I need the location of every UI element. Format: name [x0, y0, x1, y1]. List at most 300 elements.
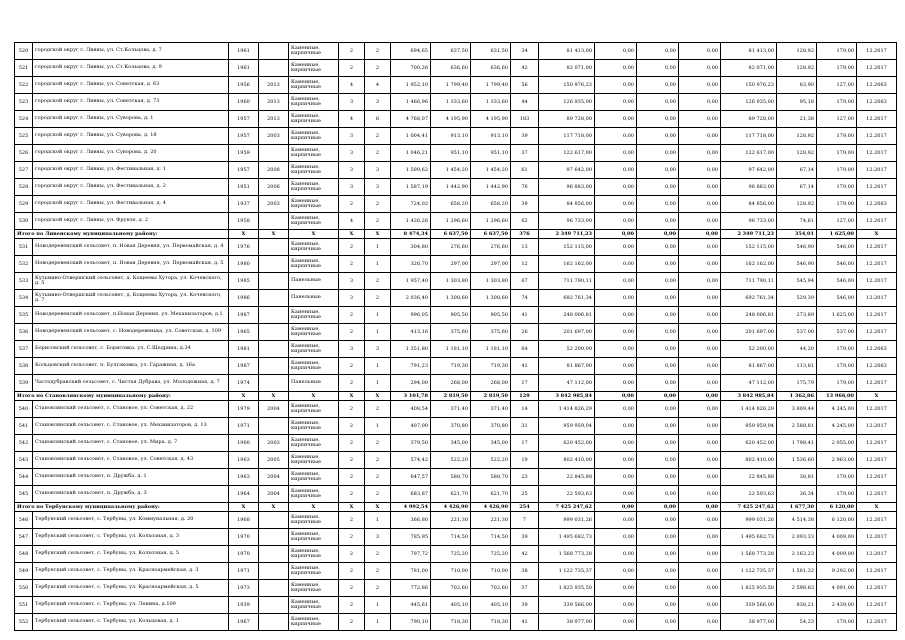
- cell-v4: 0,00: [679, 307, 721, 324]
- cell-d: 12.2017: [857, 179, 897, 196]
- cell-p: 25: [511, 486, 539, 503]
- cell-n: 546: [15, 512, 33, 529]
- table-row: [15, 324, 897, 341]
- cell-a1: 647,57: [391, 469, 431, 486]
- cell-a2: 4 195,90: [431, 111, 471, 128]
- cell-wall: Каменные, кирпичные: [289, 563, 339, 580]
- total-cell-v4: 0,00: [679, 392, 721, 401]
- cell-v3: 0,00: [637, 196, 679, 213]
- cell-p: 39: [511, 128, 539, 145]
- table-row: [15, 128, 897, 145]
- cell-n: 547: [15, 529, 33, 546]
- cell-wall: Каменные, кирпичные: [289, 128, 339, 145]
- cell-addr: городской округ г. Ливны, ул. Ст.Кольцова, д. 7: [33, 43, 229, 60]
- cell-e: 2: [365, 486, 391, 503]
- cell-a1: 797,72: [391, 546, 431, 563]
- cell-a1: 785,95: [391, 529, 431, 546]
- cell-v7: 179,00: [817, 614, 857, 631]
- total-cell-d: X: [857, 230, 897, 239]
- cell-v2: 0,00: [595, 239, 637, 256]
- cell-v4: 0,00: [679, 563, 721, 580]
- cell-v2: 0,00: [595, 341, 637, 358]
- cell-n: 527: [15, 162, 33, 179]
- cell-v6: 128,92: [777, 43, 817, 60]
- cell-wall: Каменные, кирпичные: [289, 324, 339, 341]
- table-row: [15, 239, 897, 256]
- cell-wall: Каменные, кирпичные: [289, 307, 339, 324]
- cell-v3: 0,00: [637, 563, 679, 580]
- total-cell-v5: 2 349 711,23: [721, 230, 777, 239]
- cell-v3: 0,00: [637, 213, 679, 230]
- cell-v6: 2 598,83: [777, 580, 817, 597]
- cell-v1: 117 718,00: [539, 128, 595, 145]
- cell-addr: Становлянский сельсовет, с. Становое, ул. Советская, д. 22: [33, 401, 229, 418]
- total-cell-a1: 4 992,54: [391, 503, 431, 512]
- cell-n: 540: [15, 401, 33, 418]
- cell-e: 2: [365, 452, 391, 469]
- cell-v6: 273,89: [777, 307, 817, 324]
- cell-v4: 0,00: [679, 145, 721, 162]
- cell-p: 31: [511, 418, 539, 435]
- cell-a1: 781,00: [391, 563, 431, 580]
- cell-v4: 0,00: [679, 77, 721, 94]
- total-cell-x3: X: [289, 392, 339, 401]
- cell-y1: 1979: [229, 401, 259, 418]
- cell-n: 536: [15, 324, 33, 341]
- total-cell-v3: 0,00: [637, 503, 679, 512]
- cell-d: 12.2017: [857, 324, 897, 341]
- cell-v1: 22 845,88: [539, 469, 595, 486]
- cell-v4: 0,00: [679, 580, 721, 597]
- cell-v5: 339 566,00: [721, 597, 777, 614]
- cell-d: 12.2017: [857, 213, 897, 230]
- cell-a1: 790,10: [391, 614, 431, 631]
- cell-y1: 1971: [229, 563, 259, 580]
- cell-a2: 276,60: [431, 239, 471, 256]
- table-row: [15, 375, 897, 392]
- cell-wall: Каменные, кирпичные: [289, 145, 339, 162]
- cell-n: 531: [15, 239, 33, 256]
- district-total-row: [15, 392, 897, 401]
- cell-v5: 152 115,00: [721, 239, 777, 256]
- cell-v7: 179,00: [817, 341, 857, 358]
- cell-v3: 0,00: [637, 77, 679, 94]
- cell-a2: 658,20: [431, 196, 471, 213]
- cell-wall: Каменные, кирпичные: [289, 486, 339, 503]
- cell-addr: Становлянский сельсовет, с. Становое, ул. Советская, д. 43: [33, 452, 229, 469]
- cell-y1: 1937: [229, 196, 259, 213]
- cell-v7: 2 439,00: [817, 597, 857, 614]
- cell-addr: Тербунский сельсовет, с. Тербуны, ул. Кольцовая, д. 1: [33, 614, 229, 631]
- cell-v2: 0,00: [595, 256, 637, 273]
- cell-p: 39: [511, 597, 539, 614]
- cell-d: 12.2017: [857, 111, 897, 128]
- cell-d: 12.2017: [857, 60, 897, 77]
- cell-v4: 0,00: [679, 486, 721, 503]
- total-cell-v7: 6 120,00: [817, 503, 857, 512]
- cell-wall: Панельные: [289, 290, 339, 307]
- cell-wall: Каменные, кирпичные: [289, 162, 339, 179]
- cell-f: 4: [339, 111, 365, 128]
- cell-p: 42: [511, 60, 539, 77]
- cell-a3: 1 799,40: [471, 77, 511, 94]
- cell-v1: 96 883,00: [539, 179, 595, 196]
- cell-a2: 1 799,40: [431, 77, 471, 94]
- cell-v6: 175,79: [777, 375, 817, 392]
- cell-y1: 1960: [229, 94, 259, 111]
- cell-v2: 0,00: [595, 358, 637, 375]
- cell-addr: Тербунский сельсовет, с. Тербуны, ул. Красноармейская, д. 5: [33, 580, 229, 597]
- cell-a2: 1 181,10: [431, 341, 471, 358]
- cell-v5: 248 006,81: [721, 307, 777, 324]
- table-row: [15, 469, 897, 486]
- cell-a1: 1 952,10: [391, 77, 431, 94]
- total-cell-x4: X: [339, 392, 365, 401]
- cell-d: 12.2017: [857, 452, 897, 469]
- cell-d: 12.2017: [857, 239, 897, 256]
- cell-v1: 52 200,00: [539, 341, 595, 358]
- cell-v7: 127,00: [817, 213, 857, 230]
- cell-y1: 1971: [229, 418, 259, 435]
- cell-addr: Новодеревенский сельсовет, п. Новая Деревня, ул. Первомайская, д. 5: [33, 256, 229, 273]
- cell-y2: [259, 529, 289, 546]
- total-cell-v1: 3 842 985,84: [539, 392, 595, 401]
- cell-e: 2: [365, 563, 391, 580]
- cell-f: 3: [339, 162, 365, 179]
- cell-f: 2: [339, 486, 365, 503]
- cell-a2: 714,50: [431, 529, 471, 546]
- cell-n: 533: [15, 273, 33, 290]
- cell-f: 3: [339, 341, 365, 358]
- table-row: [15, 196, 897, 213]
- cell-v1: 620 452,00: [539, 435, 595, 452]
- cell-y2: [259, 614, 289, 631]
- cell-a3: 268,00: [471, 375, 511, 392]
- cell-v5: 97 642,00: [721, 162, 777, 179]
- cell-p: 74: [511, 290, 539, 307]
- cell-v2: 0,00: [595, 614, 637, 631]
- cell-f: 2: [339, 418, 365, 435]
- cell-v6: 2 093,33: [777, 529, 817, 546]
- cell-v1: 1 414 826,29: [539, 401, 595, 418]
- cell-n: 521: [15, 60, 33, 77]
- table-row: [15, 563, 897, 580]
- table-row: [15, 145, 897, 162]
- cell-y1: 1976: [229, 239, 259, 256]
- cell-n: 524: [15, 111, 33, 128]
- cell-v3: 0,00: [637, 580, 679, 597]
- total-cell-a2: 4 426,90: [431, 503, 471, 512]
- table-row: [15, 179, 897, 196]
- cell-y1: 1961: [229, 43, 259, 60]
- cell-v4: 0,00: [679, 529, 721, 546]
- cell-v7: 179,00: [817, 94, 857, 111]
- cell-n: 541: [15, 418, 33, 435]
- cell-v6: 74,61: [777, 213, 817, 230]
- cell-v6: 1 798,41: [777, 435, 817, 452]
- cell-y2: [259, 60, 289, 77]
- cell-v7: 179,00: [817, 486, 857, 503]
- cell-y1: 1956: [229, 77, 259, 94]
- cell-wall: Каменные, кирпичные: [289, 418, 339, 435]
- cell-e: 4: [365, 77, 391, 94]
- cell-y2: [259, 290, 289, 307]
- cell-v7: 1 625,00: [817, 307, 857, 324]
- cell-wall: Каменные, кирпичные: [289, 546, 339, 563]
- cell-y1: 1980: [229, 256, 259, 273]
- table-row: [15, 486, 897, 503]
- cell-f: 2: [339, 375, 365, 392]
- total-cell-v1: 2 349 711,23: [539, 230, 595, 239]
- cell-addr: Становлянский сельсовет, п. Дружба, д. 3: [33, 486, 229, 503]
- cell-y1: 1985: [229, 273, 259, 290]
- total-cell-p: 129: [511, 392, 539, 401]
- cell-v4: 0,00: [679, 452, 721, 469]
- cell-v2: 0,00: [595, 452, 637, 469]
- cell-a3: 371,40: [471, 401, 511, 418]
- cell-y1: 1958: [229, 213, 259, 230]
- cell-a3: 588,70: [471, 469, 511, 486]
- cell-d: 12.2017: [857, 273, 897, 290]
- cell-v6: 95,18: [777, 94, 817, 111]
- cell-v1: 1 495 682,73: [539, 529, 595, 546]
- cell-v6: 38,81: [777, 469, 817, 486]
- cell-wall: Каменные, кирпичные: [289, 401, 339, 418]
- cell-y1: 1957: [229, 111, 259, 128]
- cell-e: 2: [365, 60, 391, 77]
- cell-f: 2: [339, 580, 365, 597]
- total-cell-v2: 0,00: [595, 230, 637, 239]
- cell-y2: [259, 418, 289, 435]
- total-cell-x4: X: [339, 503, 365, 512]
- cell-v5: 1 825 935,50: [721, 580, 777, 597]
- cell-v4: 0,00: [679, 401, 721, 418]
- cell-v2: 0,00: [595, 162, 637, 179]
- cell-a2: 1 454,20: [431, 162, 471, 179]
- cell-v3: 0,00: [637, 358, 679, 375]
- cell-v5: 126 935,00: [721, 94, 777, 111]
- cell-v7: 546,00: [817, 256, 857, 273]
- cell-v4: 0,00: [679, 196, 721, 213]
- cell-y1: 1987: [229, 358, 259, 375]
- cell-addr: Становлянский сельсовет, с. Становое, ул. Мира, д. 7: [33, 435, 229, 452]
- cell-y2: [259, 512, 289, 529]
- cell-y2: [259, 341, 289, 358]
- cell-v7: 179,00: [817, 128, 857, 145]
- cell-v7: 179,00: [817, 469, 857, 486]
- cell-addr: Тербунский сельсовет, с. Тербуны, ул. Колхозная, д. 3: [33, 529, 229, 546]
- cell-v7: 546,00: [817, 273, 857, 290]
- cell-n: 534: [15, 290, 33, 307]
- cell-y1: 1964: [229, 486, 259, 503]
- cell-v6: 128,92: [777, 196, 817, 213]
- cell-v3: 0,00: [637, 239, 679, 256]
- cell-v1: 711 790,11: [539, 273, 595, 290]
- cell-v4: 0,00: [679, 597, 721, 614]
- cell-v3: 0,00: [637, 469, 679, 486]
- cell-p: 37: [511, 145, 539, 162]
- cell-v3: 0,00: [637, 546, 679, 563]
- cell-e: 2: [365, 145, 391, 162]
- cell-v1: 150 976,23: [539, 77, 595, 94]
- cell-v1: 96 733,00: [539, 213, 595, 230]
- cell-v5: 81 867,00: [721, 358, 777, 375]
- cell-v5: 1 122 735,37: [721, 563, 777, 580]
- cell-v4: 0,00: [679, 614, 721, 631]
- cell-v7: 546,00: [817, 239, 857, 256]
- cell-e: 2: [365, 273, 391, 290]
- cell-v2: 0,00: [595, 179, 637, 196]
- total-cell-v7: 1 625,00: [817, 230, 857, 239]
- cell-a3: 710,00: [471, 563, 511, 580]
- cell-v5: 201 697,00: [721, 324, 777, 341]
- cell-a2: 1 296,60: [431, 213, 471, 230]
- cell-v6: 3 809,44: [777, 401, 817, 418]
- cell-v3: 0,00: [637, 452, 679, 469]
- cell-v3: 0,00: [637, 614, 679, 631]
- cell-d: 12.2017: [857, 435, 897, 452]
- cell-d: 12.2017: [857, 512, 897, 529]
- cell-addr: Новодеревенский сельсовет, с. Новодеревенька, ул. Советская, д. 109: [33, 324, 229, 341]
- cell-v4: 0,00: [679, 358, 721, 375]
- cell-y1: 1967: [229, 614, 259, 631]
- cell-v3: 0,00: [637, 273, 679, 290]
- cell-a3: 276,60: [471, 239, 511, 256]
- cell-p: 13: [511, 239, 539, 256]
- cell-v3: 0,00: [637, 94, 679, 111]
- total-cell-x1: X: [229, 392, 259, 401]
- cell-wall: Каменные, кирпичные: [289, 43, 339, 60]
- cell-v1: 152 115,00: [539, 239, 595, 256]
- cell-v5: 47 112,00: [721, 375, 777, 392]
- total-cell-x5: X: [365, 392, 391, 401]
- district-total-row: [15, 503, 897, 512]
- cell-n: 528: [15, 179, 33, 196]
- cell-n: 535: [15, 307, 33, 324]
- cell-v6: 529,39: [777, 290, 817, 307]
- cell-a1: 791,23: [391, 358, 431, 375]
- cell-n: 538: [15, 358, 33, 375]
- cell-v4: 0,00: [679, 290, 721, 307]
- cell-v4: 0,00: [679, 239, 721, 256]
- table-row: [15, 580, 897, 597]
- cell-v2: 0,00: [595, 597, 637, 614]
- cell-v7: 179,00: [817, 358, 857, 375]
- cell-d: 12.2017: [857, 486, 897, 503]
- cell-e: 2: [365, 435, 391, 452]
- cell-v1: 162 162,00: [539, 256, 595, 273]
- cell-addr: Кольцовский сельсовет, п. Булгаковка, ул. Гаражная, д. 16а: [33, 358, 229, 375]
- cell-y1: 1970: [229, 529, 259, 546]
- cell-v7: 2 055,00: [817, 435, 857, 452]
- cell-a3: 718,30: [471, 614, 511, 631]
- cell-wall: Каменные, кирпичные: [289, 580, 339, 597]
- cell-a2: 621,70: [431, 486, 471, 503]
- cell-a3: 621,70: [471, 486, 511, 503]
- cell-d: 12.2017: [857, 597, 897, 614]
- cell-v3: 0,00: [637, 401, 679, 418]
- cell-a3: 1 454,20: [471, 162, 511, 179]
- cell-d: 12.2017: [857, 375, 897, 392]
- cell-n: 530: [15, 213, 33, 230]
- table-row: [15, 597, 897, 614]
- cell-a1: 1 046,21: [391, 145, 431, 162]
- cell-v6: 1 536,60: [777, 452, 817, 469]
- cell-v4: 0,00: [679, 111, 721, 128]
- cell-f: 2: [339, 256, 365, 273]
- cell-p: 41: [511, 614, 539, 631]
- cell-a2: 719,30: [431, 358, 471, 375]
- cell-a2: 951,10: [431, 145, 471, 162]
- cell-v4: 0,00: [679, 341, 721, 358]
- cell-d: 12.2017: [857, 529, 897, 546]
- cell-v3: 0,00: [637, 307, 679, 324]
- cell-y2: [259, 563, 289, 580]
- table-row: [15, 111, 897, 128]
- cell-v1: 1 122 735,37: [539, 563, 595, 580]
- cell-addr: Тербунский сельсовет, с. Тербуны, ул. Колхозная, д. 5: [33, 546, 229, 563]
- total-cell-v6: 1 362,86: [777, 392, 817, 401]
- cell-a1: 407,00: [391, 418, 431, 435]
- cell-a3: 1 181,10: [471, 341, 511, 358]
- cell-p: 42: [511, 546, 539, 563]
- cell-a2: 588,70: [431, 469, 471, 486]
- cell-p: 44: [511, 94, 539, 111]
- cell-y2: [259, 145, 289, 162]
- cell-v1: 84 856,00: [539, 196, 595, 213]
- cell-f: 2: [339, 239, 365, 256]
- cell-v6: 67,14: [777, 179, 817, 196]
- total-cell-x5: X: [365, 230, 391, 239]
- cell-a3: 345,00: [471, 435, 511, 452]
- cell-v4: 0,00: [679, 375, 721, 392]
- cell-v5: 122 617,00: [721, 145, 777, 162]
- cell-e: 1: [365, 358, 391, 375]
- cell-f: 3: [339, 290, 365, 307]
- cell-v7: 4 245,00: [817, 401, 857, 418]
- total-cell-x2: X: [259, 230, 289, 239]
- cell-a3: 1 296,60: [471, 213, 511, 230]
- cell-wall: Каменные, кирпичные: [289, 94, 339, 111]
- cell-n: 551: [15, 597, 33, 614]
- table-row: [15, 77, 897, 94]
- table-row: [15, 341, 897, 358]
- cell-v6: 545,94: [777, 273, 817, 290]
- cell-d: 12.2017: [857, 401, 897, 418]
- cell-v3: 0,00: [637, 486, 679, 503]
- cell-f: 2: [339, 469, 365, 486]
- cell-a2: 1 303,80: [431, 273, 471, 290]
- cell-e: 1: [365, 614, 391, 631]
- cell-y2: 2004: [259, 401, 289, 418]
- cell-wall: Каменные, кирпичные: [289, 435, 339, 452]
- cell-p: 183: [511, 111, 539, 128]
- cell-f: 4: [339, 213, 365, 230]
- cell-v2: 0,00: [595, 512, 637, 529]
- cell-a2: 637,50: [431, 43, 471, 60]
- cell-v7: 179,00: [817, 60, 857, 77]
- cell-y1: 1963: [229, 452, 259, 469]
- total-cell-x2: X: [259, 503, 289, 512]
- cell-v5: 1 568 773,28: [721, 546, 777, 563]
- total-label: Итого по Становлянскому муниципальному району:: [15, 392, 229, 401]
- table-row: [15, 512, 897, 529]
- cell-y2: 2008: [259, 162, 289, 179]
- cell-p: 39: [511, 529, 539, 546]
- cell-f: 2: [339, 435, 365, 452]
- table-row: [15, 614, 897, 631]
- cell-p: 39: [511, 196, 539, 213]
